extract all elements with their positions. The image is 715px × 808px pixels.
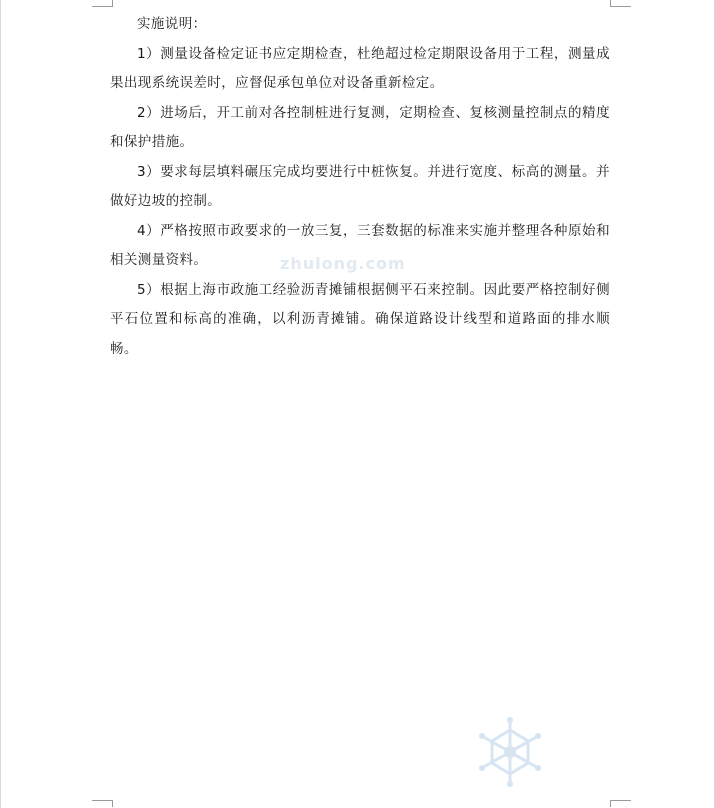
paragraph-5: 5）根据上海市政施工经验沥青摊铺根据侧平石来控制。因此要严格控制好侧平石位置和标高的准确，以利沥青摊铺。确保道路设计线型和道路面的排水顺畅。 [110,281,610,357]
paragraph-4: 4）严格按照市政要求的一放三复，三套数据的标准来实施并整理各种原始和相关测量资料。 [110,222,610,268]
paragraph-3: 3）要求每层填料碾压完成均要进行中桩恢复。并进行宽度、标高的测量。并做好边坡的控制。 [110,163,610,209]
margin-mark-bottom-right [610,800,631,807]
watermark-text: zhulong.com [280,254,406,273]
margin-mark-top-right [610,0,631,7]
section-heading: 实施说明： [137,16,207,32]
margin-mark-bottom-left [92,800,113,807]
snowflake-watermark-icon [470,712,550,792]
page-left-edge [0,0,1,808]
margin-mark-top-left [92,0,113,7]
document-body [110,10,610,364]
paragraph-2: 2）进场后，开工前对各控制桩进行复测，定期检查、复核测量控制点的精度和保护措施。 [110,104,610,150]
paragraph-1: 1）测量设备检定证书应定期检查，杜绝超过检定期限设备用于工程，测量成果出现系统误差时，应督促承包单位对设备重新检定。 [110,45,610,91]
